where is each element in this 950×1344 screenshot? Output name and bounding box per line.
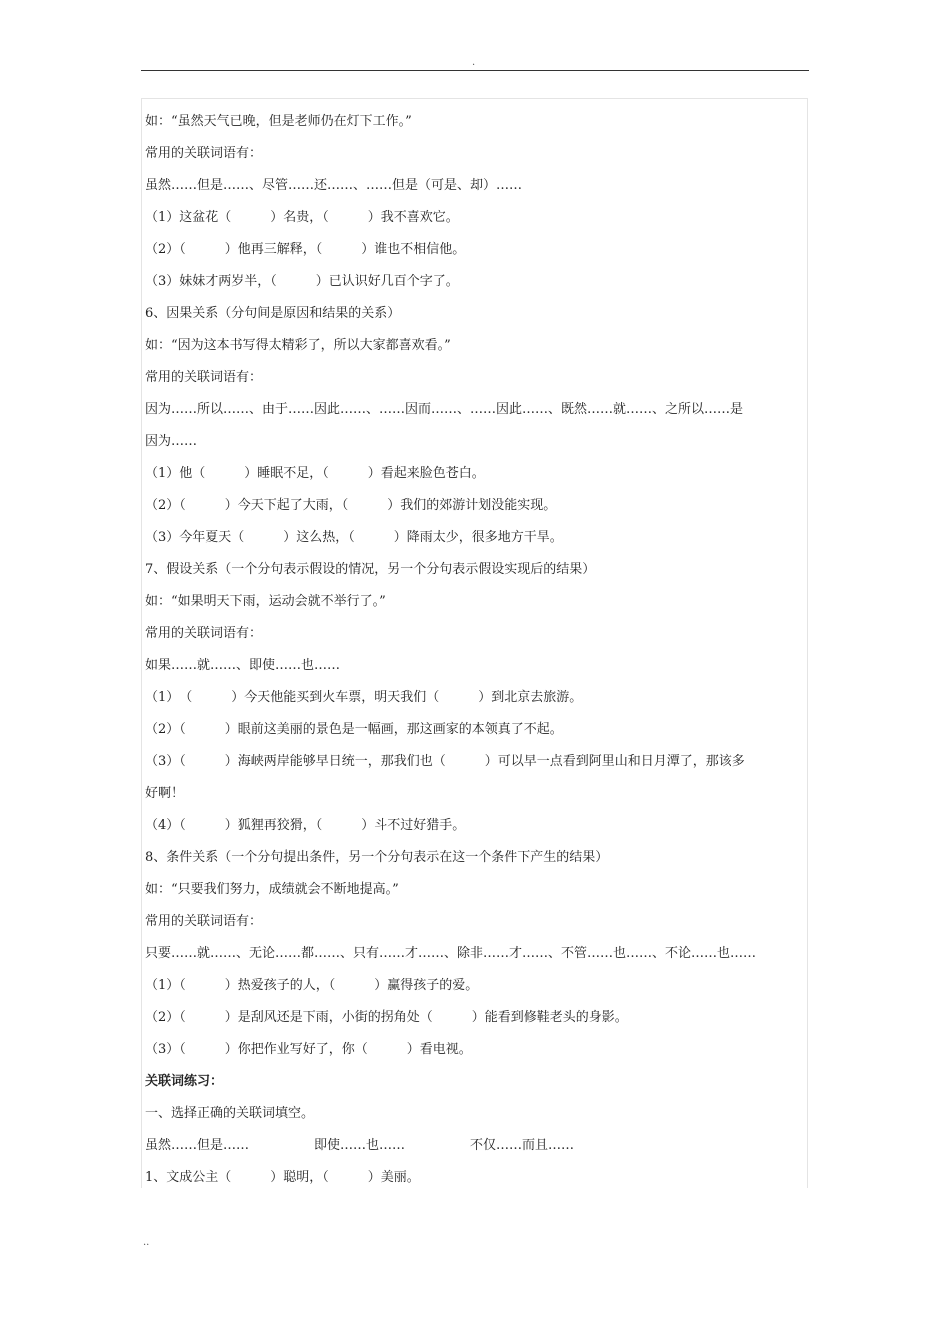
header-dot: . [472,57,476,68]
footer-dots: .. [143,1237,150,1248]
text-line: （3）（ ）你把作业写好了，你（ ）看电视。 [145,1042,472,1057]
text-line: （1）这盆花（ ）名贵，（ ）我不喜欢它。 [145,210,459,225]
text-line: （3）今年夏天（ ）这么热，（ ）降雨太少，很多地方干旱。 [145,530,563,545]
text-line: 常用的关联词语有： [145,370,263,385]
text-line: （2）（ ）今天下起了大雨，（ ）我们的郊游计划没能实现。 [145,498,557,513]
text-line: 1、文成公主（ ）聪明，（ ）美丽。 [145,1170,420,1185]
text-line: 好啊！ [145,786,185,801]
text-line: 如：“如果明天下雨，运动会就不举行了。” [145,594,386,609]
text-line: （1）（ ）热爱孩子的人，（ ）赢得孩子的爱。 [145,978,479,993]
text-line: 因为…… [145,434,198,449]
text-line: （3）（ ）海峡两岸能够早日统一，那我们也（ ）可以早一点看到阿里山和日月潭了，那该多 [145,754,745,769]
text-line: 一、选择正确的关联词填空。 [145,1106,315,1121]
text-line: （2）（ ）是刮风还是下雨，小街的拐角处（ ）能看到修鞋老头的身影。 [145,1010,628,1025]
text-line: 如果……就……、即使……也…… [145,658,341,673]
text-line: 7、假设关系（一个分句表示假设的情况，另一个分句表示假设实现后的结果） [145,562,596,577]
text-line: （1）他（ ）睡眠不足，（ ）看起来脸色苍白。 [145,466,485,481]
text-line: 如：“只要我们努力，成绩就会不断地提高。” [145,882,399,897]
text-line: （2）（ ）他再三解释，（ ）谁也不相信他。 [145,242,466,257]
text-line: 只要……就……、无论……都……、只有……才……、除非……才……、不管……也……、不论……也…… [145,946,757,961]
text-line: 因为……所以……、由于……因此……、……因而……、……因此……、既然……就……、之所以……是 [145,402,744,417]
text-line: 常用的关联词语有： [145,914,263,929]
text-line: 常用的关联词语有： [145,626,263,641]
text-line: （4）（ ）狐狸再狡猾，（ ）斗不过好猎手。 [145,818,466,833]
text-line: 虽然……但是……、尽管……还……、……但是（可是、却）…… [145,178,523,193]
text-line: 如：“因为这本书写得太精彩了，所以大家都喜欢看。” [145,338,451,353]
text-line: 常用的关联词语有： [145,146,263,161]
text-line: （1） （ ）今天他能买到火车票，明天我们（ ）到北京去旅游。 [145,690,583,705]
header-rule [141,70,809,71]
text-line: 虽然……但是…… 即使……也…… 不仅……而且…… [145,1138,575,1153]
text-line: （2）（ ）眼前这美丽的景色是一幅画，那这画家的本领真了不起。 [145,722,563,737]
section-heading: 关联词练习： [145,1074,224,1089]
text-line: （3）妹妹才两岁半，（ ）已认识好几百个字了。 [145,274,459,289]
text-line: 8、条件关系（一个分句提出条件，另一个分句表示在这一个条件下产生的结果） [145,850,609,865]
document-body [145,106,809,1194]
text-line: 6、因果关系（分句间是原因和结果的关系） [145,306,401,321]
text-line: 如：“虽然天气已晚，但是老师仍在灯下工作。” [145,114,412,129]
